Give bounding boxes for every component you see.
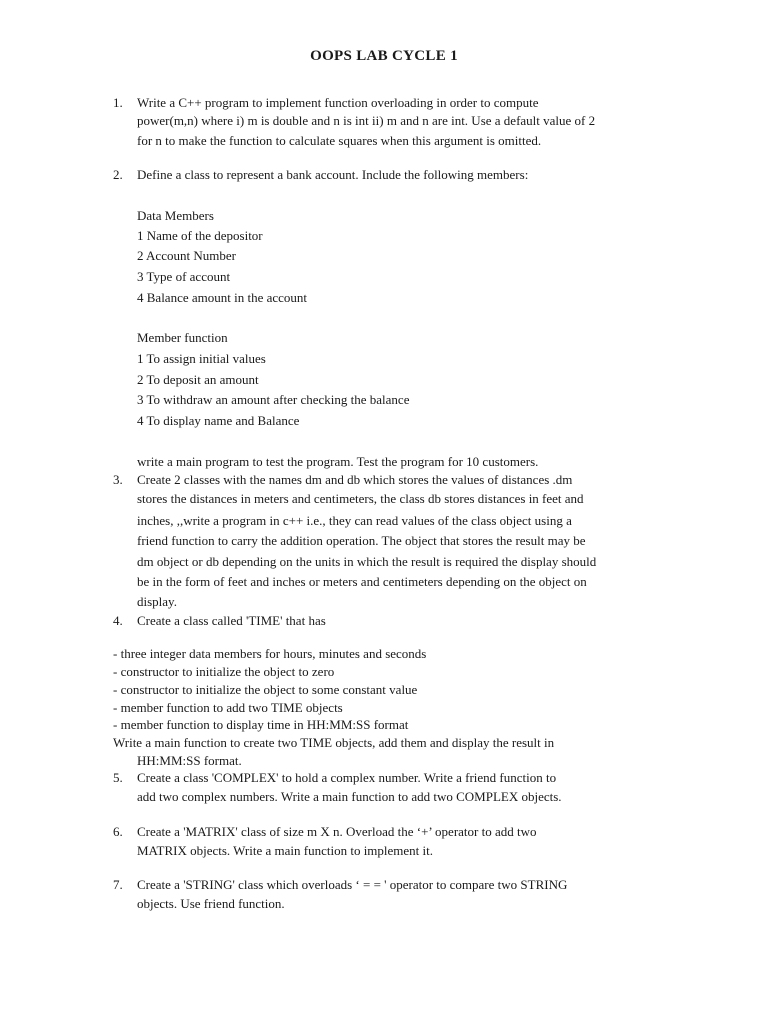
item-4-bullet-2: - constructor to initialize the object to zero	[113, 664, 335, 679]
item-5-line-1: Create a class 'COMPLEX' to hold a complex number. Write a friend function to	[137, 770, 557, 785]
item-3-line-7: display.	[137, 594, 177, 609]
item-1-line-1: Write a C++ program to implement function overloading in order to compute	[137, 95, 539, 110]
data-member-4: 4 Balance amount in the account	[137, 290, 308, 305]
item-3-number: 3.	[113, 472, 123, 487]
member-function-2: 2 To deposit an amount	[137, 372, 259, 387]
item-5-line-2: add two complex numbers. Write a main function to add two COMPLEX objects.	[137, 789, 562, 804]
item-4-closing-1: Write a main function to create two TIME objects, add them and display the result in	[113, 735, 555, 750]
member-function-3: 3 To withdraw an amount after checking the balance	[137, 392, 410, 407]
item-1-number: 1.	[113, 95, 123, 110]
item-4-number: 4.	[113, 613, 123, 628]
item-2-number: 2.	[113, 167, 123, 182]
item-7-line-2: objects. Use friend function.	[137, 896, 285, 911]
item-4-bullet-5: - member function to display time in HH:MM:SS format	[113, 717, 409, 732]
item-1-line-2: power(m,n) where i) m is double and n is int ii) m and n are int. Use a default value of 2	[137, 113, 596, 128]
item-7-number: 7.	[113, 877, 123, 892]
item-3-line-2: stores the distances in meters and centimeters, the class db stores distances in feet and	[137, 491, 584, 506]
item-7-line-1: Create a 'STRING' class which overloads ‘ = = ' operator to compare two STRING	[137, 877, 568, 892]
item-6-line-2: MATRIX objects. Write a main function to implement it.	[137, 843, 434, 858]
item-4-bullet-3: - constructor to initialize the object to some constant value	[113, 682, 418, 697]
member-function-heading: Member function	[137, 330, 228, 345]
member-function-4: 4 To display name and Balance	[137, 413, 300, 428]
item-4-line-1: Create a class called 'TIME' that has	[137, 613, 326, 628]
item-6-line-1: Create a 'MATRIX' class of size m X n. Overload the ‘+’ operator to add two	[137, 824, 537, 839]
member-function-1: 1 To assign initial values	[137, 351, 266, 366]
data-member-2: 2 Account Number	[137, 248, 236, 263]
item-4-closing-2: HH:MM:SS format.	[137, 753, 242, 768]
item-3-line-1: Create 2 classes with the names dm and db which stores the values of distances .dm	[137, 472, 573, 487]
item-3-line-5: dm object or db depending on the units in which the result is required the display should	[137, 554, 597, 569]
item-4-bullet-4: - member function to add two TIME objects	[113, 700, 343, 715]
item-3-line-4: friend function to carry the addition operation. The object that stores the result may be	[137, 533, 586, 548]
item-1-line-3: for n to make the function to calculate squares when this argument is omitted.	[137, 133, 542, 148]
item-2-line-1: Define a class to represent a bank account. Include the following members:	[137, 167, 529, 182]
data-members-heading: Data Members	[137, 208, 214, 223]
item-6-number: 6.	[113, 824, 123, 839]
item-3-line-6: be in the form of feet and inches or meters and centimeters depending on the object on	[137, 574, 587, 589]
item-2-closing: write a main program to test the program. Test the program for 10 customers.	[137, 454, 539, 469]
item-3-line-3: inches, ,,write a program in c++ i.e., they can read values of the class object using a	[137, 513, 572, 528]
item-4-bullet-1: - three integer data members for hours, minutes and seconds	[113, 646, 427, 661]
data-member-1: 1 Name of the depositor	[137, 228, 263, 243]
item-5-number: 5.	[113, 770, 123, 785]
data-member-3: 3 Type of account	[137, 269, 231, 284]
page-title: OOPS LAB CYCLE 1	[310, 48, 458, 64]
